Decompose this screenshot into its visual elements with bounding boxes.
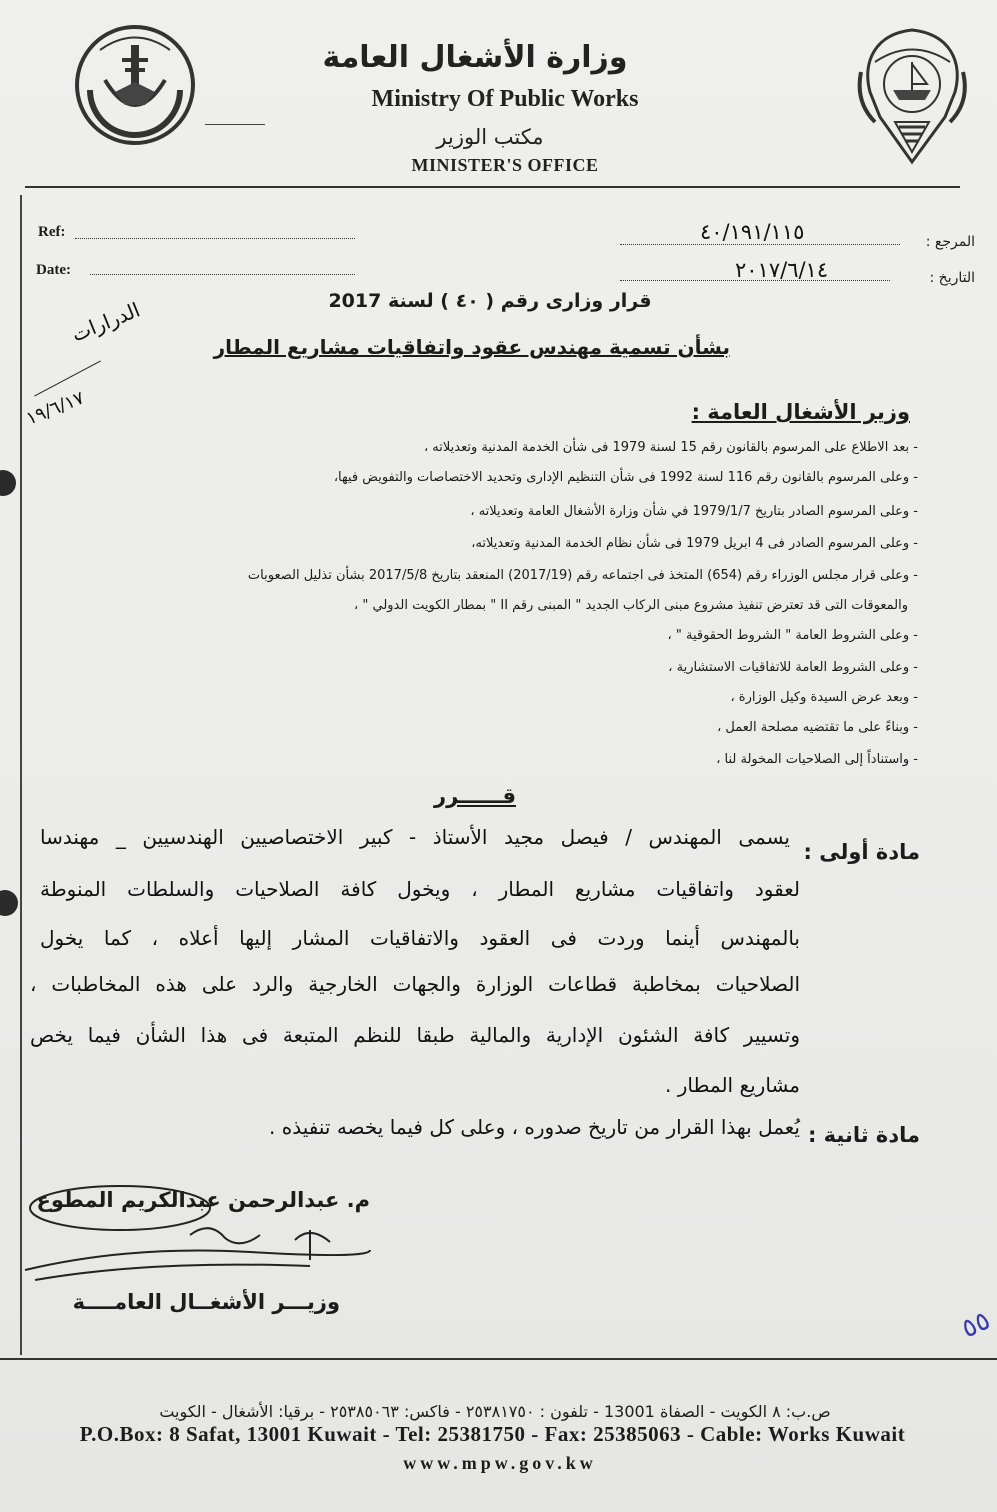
preamble-item: - واستناداً إلى الصلاحيات المخولة لنا ، [716,752,918,767]
ref-label: Ref: [38,224,66,240]
article-two-label: مادة ثانية : [807,1123,920,1147]
footer-address-en: P.O.Box: 8 Safat, 13001 Kuwait - Tel: 25381750 - Fax: 25385063 - Cable: Works Kuwait [79,1422,906,1446]
preamble-item: - وعلى الشروط العامة " الشروط الحقوقية " ، [667,628,918,643]
preamble-item: - وعلى المرسوم بالقانون رقم 116 لسنة 1992 فى شأن التنظيم الإدارى وتحديد الاختصاصات والتفويض فيها، [333,470,918,485]
signatory-title: وزيـــر الأشغــال العامــــة [72,1290,340,1314]
ref-dotted-line [75,238,355,239]
decision-title: قرار وزارى رقم ( ٤٠ ) لسنة 2017 [328,290,652,312]
office-name-ar: مكتب الوزير [436,125,544,149]
preamble-item: - وبناءً على ما تقتضيه مصلحة العمل ، [717,720,918,735]
mpw-logo-icon [70,20,200,150]
decision-word: قــــــرر [434,784,516,808]
ref-label-ar: المرجع : [925,234,975,250]
annotation-date: ١٩/٦/١٧ [23,387,88,430]
footer-address-ar: ص.ب: ٨ الكويت - الصفاة 13001 - تلفون : ٢٥٣٨١٧٥٠ - فاكس: ٢٥٣٨٥٠٦٣ - برقيا: الأشغال - الكويت [159,1402,831,1421]
handwritten-signature [10,1180,380,1290]
article-one-line: يسمى المهندس / فيصل مجيد الأستاذ - كبير الاختصاصيين الهندسيين _ مهندسا [40,825,790,849]
preamble-item: والمعوقات التى قد تعترض تنفيذ مشروع مبنى الركاب الجديد " المبنى رقم II " بمطار الكويت الدولي " ، [354,598,908,613]
date-label: Date: [36,262,71,278]
top-rule [25,186,960,188]
preamble-item: - وعلى قرار مجلس الوزراء رقم (654) المتخذ فى اجتماعه رقم (2017/19) المنعقد بتاريخ 2017/5/8 بشأن تذليل الصعوبات [247,568,918,583]
footer-website: www.mpw.gov.kw [403,1453,597,1473]
article-one-line: وتسيير كافة الشئون الإدارية والمالية طبقا للنظم المتبعة فى هذا الشأن فيما يخص [30,1023,800,1047]
preamble-item: - وعلى المرسوم الصادر فى 4 ابريل 1979 فى شأن نظام الخدمة المدنية وتعديلاته، [471,536,918,551]
ref-value: ٤٠/١٩١/١١٥ [700,220,805,244]
preamble-item: - وعلى الشروط العامة للاتفاقيات الاستشارية ، [668,660,918,675]
date-value: ٢٠١٧/٦/١٤ [735,258,829,282]
article-one-line: لعقود واتفاقيات مشاريع المطار ، ويخول كافة الصلاحيات والسلطات المنوطة [40,877,800,901]
logo-underline [205,124,265,125]
ref-ar-dotted-line [620,244,900,245]
margin-note: ٥٥ [956,1305,995,1345]
ministry-name-en: Ministry Of Public Works [371,86,639,112]
signatory-name: م. عبدالرحمن عبدالكريم المطوع [36,1188,370,1212]
office-name-en: MINISTER'S OFFICE [411,155,599,175]
annotation-text: الدرارات [68,297,144,347]
preamble-item: - بعد الاطلاع على المرسوم بالقانون رقم 15 لسنة 1979 فى شأن الخدمة المدنية وتعديلاته ، [423,440,918,455]
preamble-item: - وعلى المرسوم الصادر بتاريخ 1979/1/7 في شأن وزارة الأشغال العامة وتعديلاته ، [470,504,918,519]
punch-hole-top [0,470,16,496]
kuwait-emblem-icon [855,22,970,172]
decision-subject: بشأن تسمية مهندس عقود واتفاقيات مشاريع المطار [213,335,730,359]
date-dotted-line [90,274,355,275]
article-one-line: مشاريع المطار . [665,1073,800,1097]
punch-hole-bottom [0,890,18,916]
article-one-label: مادة أولى : [803,840,920,864]
preamble-item: - وبعد عرض السيدة وكيل الوزارة ، [730,690,918,705]
article-one-line: بالمهندس أينما وردت فى العقود والاتفاقيات المشار إليها أعلاه ، كما يخول [40,926,800,950]
preamble-heading: وزير الأشغال العامة : [691,400,910,424]
ministry-name-ar: وزارة الأشغال العامة [322,40,628,75]
date-label-ar: التاريخ : [929,270,975,286]
article-one-line: الصلاحيات بمخاطبة قطاعات الوزارة والجهات الخارجية والرد على هذه المخاطبات ، [30,972,800,996]
bottom-rule [0,1358,997,1360]
article-two-text: يُعمل بهذا القرار من تاريخ صدوره ، وعلى كل فيما يخصه تنفيذه . [269,1115,800,1139]
